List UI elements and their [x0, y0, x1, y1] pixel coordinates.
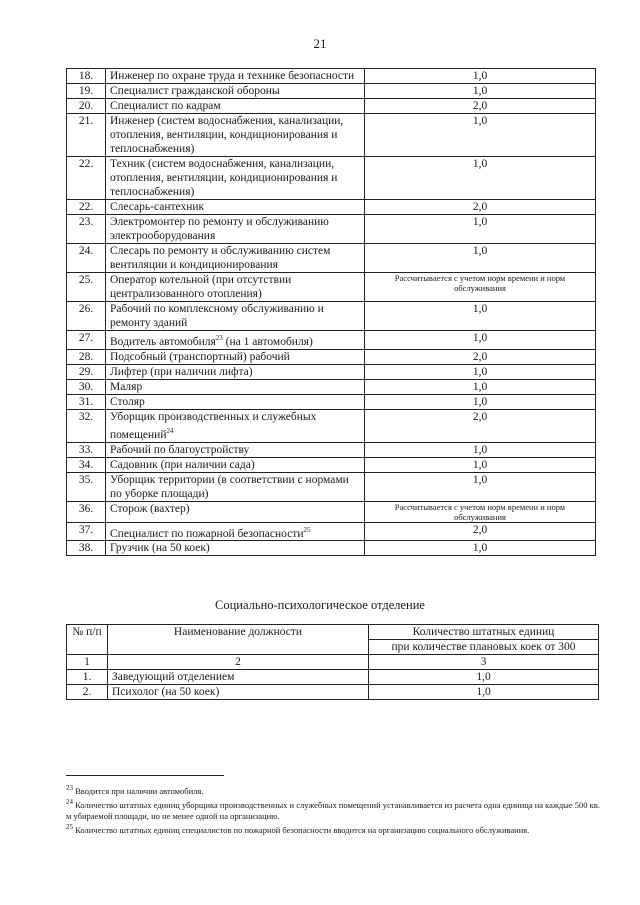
- table-row: [67, 685, 599, 700]
- position-name: Оператор котельной (при отсутствии централизованного отопления): [106, 273, 365, 302]
- position-name-text: Специалист по пожарной безопасности: [110, 527, 304, 540]
- table-row: [67, 522, 596, 541]
- position-name: Инженер по охране труда и технике безопасности: [106, 69, 365, 84]
- table-index-row: [67, 655, 599, 670]
- row-number: 31.: [67, 394, 106, 409]
- staff-count: 1,0: [369, 670, 599, 685]
- footnote-divider: [66, 775, 224, 776]
- position-name: Инженер (систем водоснабжения, канализации, отопления, вентиляции, кондиционирования и теплоснабжения): [106, 114, 365, 157]
- footnote-text: Количество штатных единиц уборщика производственных и служебных помещений устанавливается из расчета одна единица на каждые 500 кв. м убираемой площади, но не менее одной на организацию.: [66, 799, 600, 821]
- footnote-text: Вводится при наличии автомобиля.: [73, 785, 204, 796]
- header-count: Количество штатных единиц: [369, 625, 599, 640]
- position-name: Столяр: [106, 394, 365, 409]
- row-number: 37.: [67, 522, 106, 541]
- staff-count: 1,0: [365, 302, 596, 331]
- position-name: Грузчик (на 50 коек): [106, 541, 365, 556]
- position-name: Подсобный (транспортный) рабочий: [106, 349, 365, 364]
- staff-count: 2,0: [365, 200, 596, 215]
- row-number: 22.: [67, 157, 106, 200]
- staff-count: 1,0: [365, 541, 596, 556]
- header-num: № п/п: [67, 625, 108, 655]
- position-name: Маляр: [106, 379, 365, 394]
- row-number: 20.: [67, 99, 106, 114]
- table-row: [67, 409, 596, 442]
- position-name: Рабочий по благоустройству: [106, 442, 365, 457]
- position-name: Электромонтер по ремонту и обслуживанию электрооборудования: [106, 215, 365, 244]
- position-name: Рабочий по комплексному обслуживанию и ремонту зданий: [106, 302, 365, 331]
- staff-count: 2,0: [365, 349, 596, 364]
- table-row: [67, 69, 596, 84]
- staff-table: [66, 68, 596, 556]
- header-subcount: при количестве плановых коек от 300: [369, 640, 599, 655]
- footnote-mark: 24: [66, 797, 73, 806]
- table-row: [67, 157, 596, 200]
- position-name: Психолог (на 50 коек): [108, 685, 369, 700]
- staff-count: 1,0: [365, 364, 596, 379]
- staff-count: 1,0: [365, 157, 596, 200]
- table-row: [67, 302, 596, 331]
- position-name-text: Уборщик производственных и служебных помещений: [110, 410, 317, 441]
- staff-count: 1,0: [365, 394, 596, 409]
- section-title: Социально-психологическое отделение: [215, 598, 425, 612]
- position-name: Заведующий отделением: [108, 670, 369, 685]
- row-number: 36.: [67, 501, 106, 522]
- staff-count: 1,0: [365, 379, 596, 394]
- table-row: [67, 349, 596, 364]
- staff-count: 1,0: [365, 69, 596, 84]
- table-row: [67, 331, 596, 350]
- position-name: Лифтер (при наличии лифта): [106, 364, 365, 379]
- footnote: [66, 797, 602, 822]
- staff-count: 2,0: [365, 99, 596, 114]
- row-number: 22.: [67, 200, 106, 215]
- staff-count: Рассчитывается с учетом норм времени и норм обслуживания: [365, 501, 596, 522]
- index-cell: 1: [67, 655, 108, 670]
- department-staff-table: [66, 624, 599, 700]
- table-header-row: [67, 625, 599, 640]
- position-name: Специалист по кадрам: [106, 99, 365, 114]
- row-number: 29.: [67, 364, 106, 379]
- table-row: [67, 99, 596, 114]
- table-row: [67, 215, 596, 244]
- position-name: Специалист гражданской обороны: [106, 84, 365, 99]
- footnote-ref: 25: [303, 525, 311, 534]
- index-cell: 3: [369, 655, 599, 670]
- row-number: 24.: [67, 244, 106, 273]
- table-row: [67, 501, 596, 522]
- table-row: [67, 364, 596, 379]
- row-number: 32.: [67, 409, 106, 442]
- staff-count: 1,0: [365, 114, 596, 157]
- table-row: [67, 200, 596, 215]
- table-row: [67, 670, 599, 685]
- table-row: [67, 394, 596, 409]
- position-name: [106, 522, 365, 541]
- row-number: 33.: [67, 442, 106, 457]
- staff-count: 1,0: [365, 472, 596, 501]
- footnote-text: Количество штатных единиц специалистов по пожарной безопасности вводится на организацию социального обслуживания.: [73, 824, 530, 835]
- staff-count: 1,0: [365, 244, 596, 273]
- header-name: Наименование должности: [108, 625, 369, 655]
- staff-count: 1,0: [365, 331, 596, 350]
- staff-count: 1,0: [369, 685, 599, 700]
- staff-count: 2,0: [365, 409, 596, 442]
- row-number: 27.: [67, 331, 106, 350]
- footnote-ref: 24: [166, 426, 174, 435]
- footnote: [66, 822, 602, 836]
- row-number: 38.: [67, 541, 106, 556]
- table-row: [67, 541, 596, 556]
- position-name: [106, 331, 365, 350]
- row-number: 28.: [67, 349, 106, 364]
- position-name: Слесарь по ремонту и обслуживанию систем вентиляции и кондиционирования: [106, 244, 365, 273]
- row-number: 35.: [67, 472, 106, 501]
- table-row: [67, 472, 596, 501]
- row-number: 2.: [67, 685, 108, 700]
- staff-count: 2,0: [365, 522, 596, 541]
- row-number: 30.: [67, 379, 106, 394]
- row-number: 34.: [67, 457, 106, 472]
- row-number: 1.: [67, 670, 108, 685]
- table-row: [67, 442, 596, 457]
- row-number: 23.: [67, 215, 106, 244]
- position-name: Слесарь-сантехник: [106, 200, 365, 215]
- position-name: Уборщик территории (в соответствии с нормами по уборке площади): [106, 472, 365, 501]
- row-number: 18.: [67, 69, 106, 84]
- table-row: [67, 84, 596, 99]
- table-row: [67, 114, 596, 157]
- footnote: [66, 783, 602, 797]
- row-number: 21.: [67, 114, 106, 157]
- row-number: 26.: [67, 302, 106, 331]
- position-name: Техник (систем водоснабжения, канализации, отопления, вентиляции, кондиционирования и теплоснабжения): [106, 157, 365, 200]
- page-number: 21: [313, 36, 327, 51]
- row-number: 25.: [67, 273, 106, 302]
- table-row: [67, 273, 596, 302]
- index-cell: 2: [108, 655, 369, 670]
- footnotes: [66, 783, 602, 835]
- position-name: [106, 409, 365, 442]
- staff-count: 1,0: [365, 442, 596, 457]
- table-row: [67, 244, 596, 273]
- footnote-mark: 25: [66, 822, 73, 831]
- position-name-suffix: (на 1 автомобиля): [222, 335, 313, 348]
- position-name: Садовник (при наличии сада): [106, 457, 365, 472]
- position-name: Сторож (вахтер): [106, 501, 365, 522]
- staff-count: Рассчитывается с учетом норм времени и норм обслуживания: [365, 273, 596, 302]
- staff-count: 1,0: [365, 84, 596, 99]
- staff-count: 1,0: [365, 215, 596, 244]
- row-number: 19.: [67, 84, 106, 99]
- footnote-mark: 23: [66, 784, 73, 792]
- footnote-ref: 23: [215, 334, 223, 342]
- table-row: [67, 457, 596, 472]
- staff-count: 1,0: [365, 457, 596, 472]
- position-name-text: Водитель автомобиля: [110, 335, 216, 348]
- table-row: [67, 379, 596, 394]
